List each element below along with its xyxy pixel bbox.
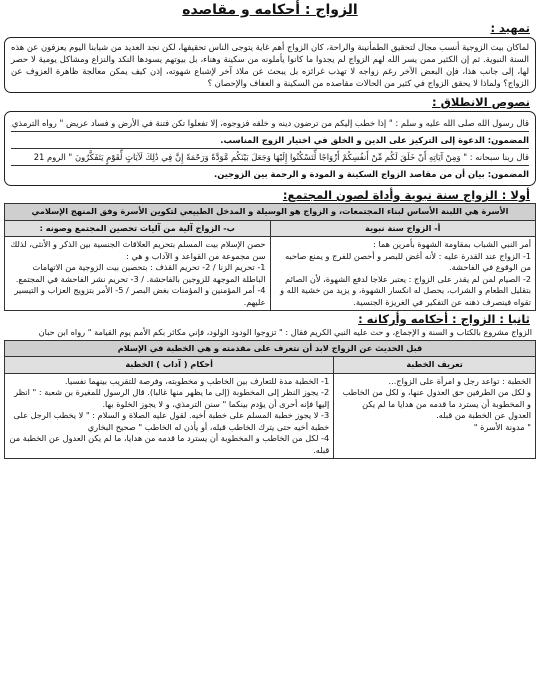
section2-left-cell bbox=[5, 373, 334, 459]
section1-banner: الأسرة هي اللبنة الأساس لبناء المجتمعات، و الزواج هو الوسيلة و المدخل الطبيعي لتكوين الأسرة وفق المنهج الإسلامي bbox=[5, 204, 536, 221]
intro-heading: تمهيد : bbox=[490, 21, 530, 35]
intro-box bbox=[4, 37, 536, 93]
section2-right-head: تعريف الخطبة bbox=[334, 357, 536, 374]
intro-text: لماكان بيت الزوجية أنسب مجال لتحقيق الطمأنينة والراحة، كان الزواج أهم غاية يتوجى الناس تحقيقها، لكن نجد العديد من شبابنا اليوم يعزفون عن هذه السنة النبوية. ثم إن الكثير ممن يسر الله لهم الزواج لم يجدوا ما كانوا يأملونه من سكينة وهناء، بل بيوتهم يسودها النكد والنزاع ومشاكل يومية لا حصر لها، إلى جانب هذا، فإن البعض الآخر رغم زواجه لا تهذب غرائزه بل يبحث عن ملاذ آخر لإشباع شهوته، إذن كيف يمكن معالجة ظاهرة العزوف عن الزواج؟ ولماذا لا يحقق الزواج في كثير من الحالات مقاصده من السكينة و العفاف والإحصان ؟ bbox=[11, 42, 529, 88]
section2-right-cell bbox=[334, 373, 536, 459]
section1-heading: أولا : الزواج سنة نبوية وأداة لصون المجتمع: bbox=[282, 188, 530, 202]
section2-left-text: 1- الخطبة مدة للتعارف بين الخاطب و مخطوبته، وفرصة للتقريب بينهما نفسيا. 2- يجوز النظر إلى المخطوبة (إلى ما يظهر منها غالبا). قال الرسول للمغيرة بن شعبة : " انظر إليها فإنه أحرى أن يؤدم بينكما " سنن الترمذي، و لا يجوز الخلوة بها. 3- لا يجوز خطبة المسلم على خطبة أخيه. لقول عليه الصلاة و السلام : " لا يخطب الرجل على خطبة أخيه حتى يترك الخاطب قبله، أو يأذن له الخاطب " صحيح البخاري 4- لكل من الخاطب و المخطوبة أن يسترد ما قدمه من هدايا، ما لم يكن العدول عن الخطبة من قبله. bbox=[9, 375, 330, 455]
section2-table-title: قبل الحديث عن الزواج لابد أن نتعرف على مقدمته و هي الخطبة في الإسلام bbox=[5, 340, 536, 357]
texts-heading: نصوص الانطلاق : bbox=[432, 95, 530, 109]
section2-intro: الزواج مشروع بالكتاب و السنة و الإجماع، و حث عليه النبي الكريم فقال : " تزوجوا الودود الولود، فإني مكاثر بكم الأمم يوم القيامة " رواه ابن حبان bbox=[38, 327, 532, 337]
section2-table bbox=[4, 340, 536, 460]
section1-left-cell bbox=[5, 237, 271, 311]
ayah-text: قال ربنا سبحانه : " وَمِنْ آيَاتِهِ أَنْ خَلَقَ لَكُم مِّنْ أَنفُسِكُمْ أَزْوَاجًا لِّتَسْكُنُوا إِلَيْهَا وَجَعَلَ بَيْنَكُم مَّوَدَّةً وَرَحْمَةً إِنَّ فِي ذَٰلِكَ لَآيَاتٍ لِّقَوْمٍ يَتَفَكَّرُونَ " الروم 21 bbox=[11, 148, 529, 165]
ayah-content: المضمون: بيان أن من مقاصد الزواج السكينة و المودة و الرحمة بين الزوجين. bbox=[11, 165, 529, 182]
section1-table bbox=[4, 203, 536, 311]
page-title: الزواج : أحكامه و مقاصده bbox=[182, 2, 358, 18]
hadith-text: قال رسول الله صلى الله عليه و سلم : " إذا خطب إليكم من ترضون دينه و خلقه فزوجوه، إلا تفعلوا تكن فتنة في الأرض و فساد عريض " رواه الترمذي bbox=[11, 118, 529, 128]
section1-left-head: ب- الزواج آلية من آليات تحصين المجتمع وصونه : bbox=[5, 220, 271, 237]
section2-left-head: أحكام ( آداب ) الخطبة bbox=[5, 357, 334, 374]
section2-right-text: الخطبة : تواعد رجل و امرأة على الزواج... و لكل من الطرفين حق العدول عنها، و لكل من الخاطب و المخطوبة أن يسترد ما قدمه من هدايا ما لم يكن العدول عن الخطبة من قبله. " مدونة الأسرة " bbox=[342, 375, 531, 432]
section1-right-cell bbox=[270, 237, 536, 311]
hadith-content: المضمون: الدعوة إلى التركيز على الدين و الخلق في اختيار الزوج المناسب. bbox=[11, 131, 529, 148]
section2-heading: ثانيا : الزواج : أحكامه وأركانه : bbox=[358, 312, 530, 326]
section1-right-text: أمر النبي الشباب بمقاومة الشهوة بأمرين هما : 1- الزواج عند القدرة عليه : لأنه أغض للبصر و أحصن للفرج و يمنع صاحبه من الوقوع في الفاحشة. 2- الصيام لمن لم يقدر على الزواج : يعتبر علاجا لدفع الشهوة، لأن الصائم بتقليل الطعام و الشراب، يحصل له انكسار الشهوة، و يزيد من خشية الله و تقواه فينصرف ذهنه عن التفكير في الغريزة الجنسية. bbox=[280, 239, 531, 307]
section1-left-text: حصن الإسلام بيت المسلم بتحريم العلاقات الجنسية بين الذكر و الأنثى، لذلك سن مجموعة من القواعد و الآداب و هي : 1- تحريم الزنا / 2- تحريم القذف : بتحصين بيت الزوجية من الاتهامات الباطلة الموجهة للزوجين بالفاحشة. / 3- تحريم نشر الفاحشة في المجتمع. 4- أمر المؤمنين و المؤمنات بغض البصر / 5- الأمر بتزويج العزاب و التيسير عليهم. bbox=[10, 239, 266, 307]
texts-box bbox=[4, 111, 536, 186]
section1-right-head: أ- الزواج سنة نبوية bbox=[270, 220, 536, 237]
